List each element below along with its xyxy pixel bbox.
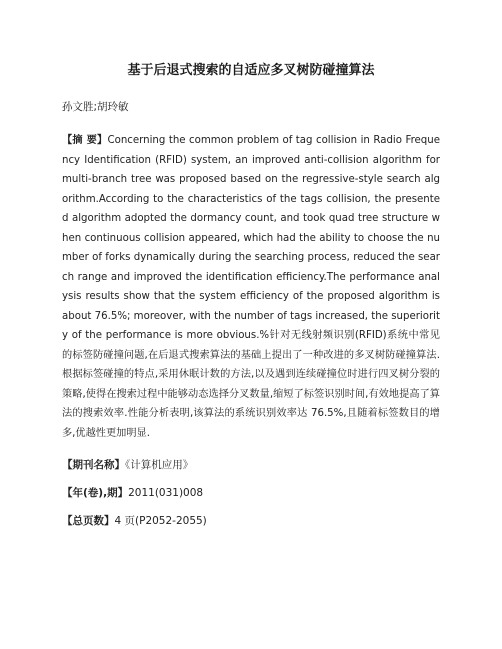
volume-label: 【年(卷),期】 [62,487,129,499]
pages-value: 4 页(P2052-2055) [114,515,207,527]
authors: 孙文胜;胡玲敏 [62,101,129,113]
journal-value: 《计算机应用》 [125,459,194,471]
volume-info [62,485,440,501]
journal-info [62,457,440,473]
journal-label: 【期刊名称】 [62,459,125,471]
pages-label: 【总页数】 [62,515,115,527]
abstract [62,131,440,443]
abstract-text: Concerning the common problem of tag collision in Radio Frequency Identification (RFID) system, an improved anti-collision algorithm for multi-branch tree was proposed based on the regressive-style search algorithm.According to the characteristics of the tags collision, the presented algorithm adopted the dormancy count, and took quad tree structure when continuous collision appeared, which had the ability to choose the number of forks dynamically during the searching process, reduced the search range and improved the identification efficiency.The performance analysis results show that the system efficiency of the proposed algorithm is about 76.5%; moreover, with the number of tags increased, the superiority of the performance is more obvious.%针对无线射频识别(RFID)系统中常见的标签防碰撞问题,在后退式搜索算法的基础上提出了一种改进的多叉树防碰撞算法.根据标签碰撞的特点,采用休眠计数的方法,以及遇到连续碰撞位时进行四叉树分裂的策略,使得在搜索过程中能够动态选择分叉数量,缩短了标签识别时间,有效地提高了算法的搜索效率.性能分析表明,该算法的系统识别效率达 76.5%,且随着标签数目的增多,优越性更加明显. [62,135,440,439]
pages-info [62,513,440,529]
paper-title: 基于后退式搜索的自适应多叉树防碰撞算法 [127,63,375,78]
abstract-label: 【摘 要】 [62,135,108,146]
volume-value: 2011(031)008 [128,487,204,499]
